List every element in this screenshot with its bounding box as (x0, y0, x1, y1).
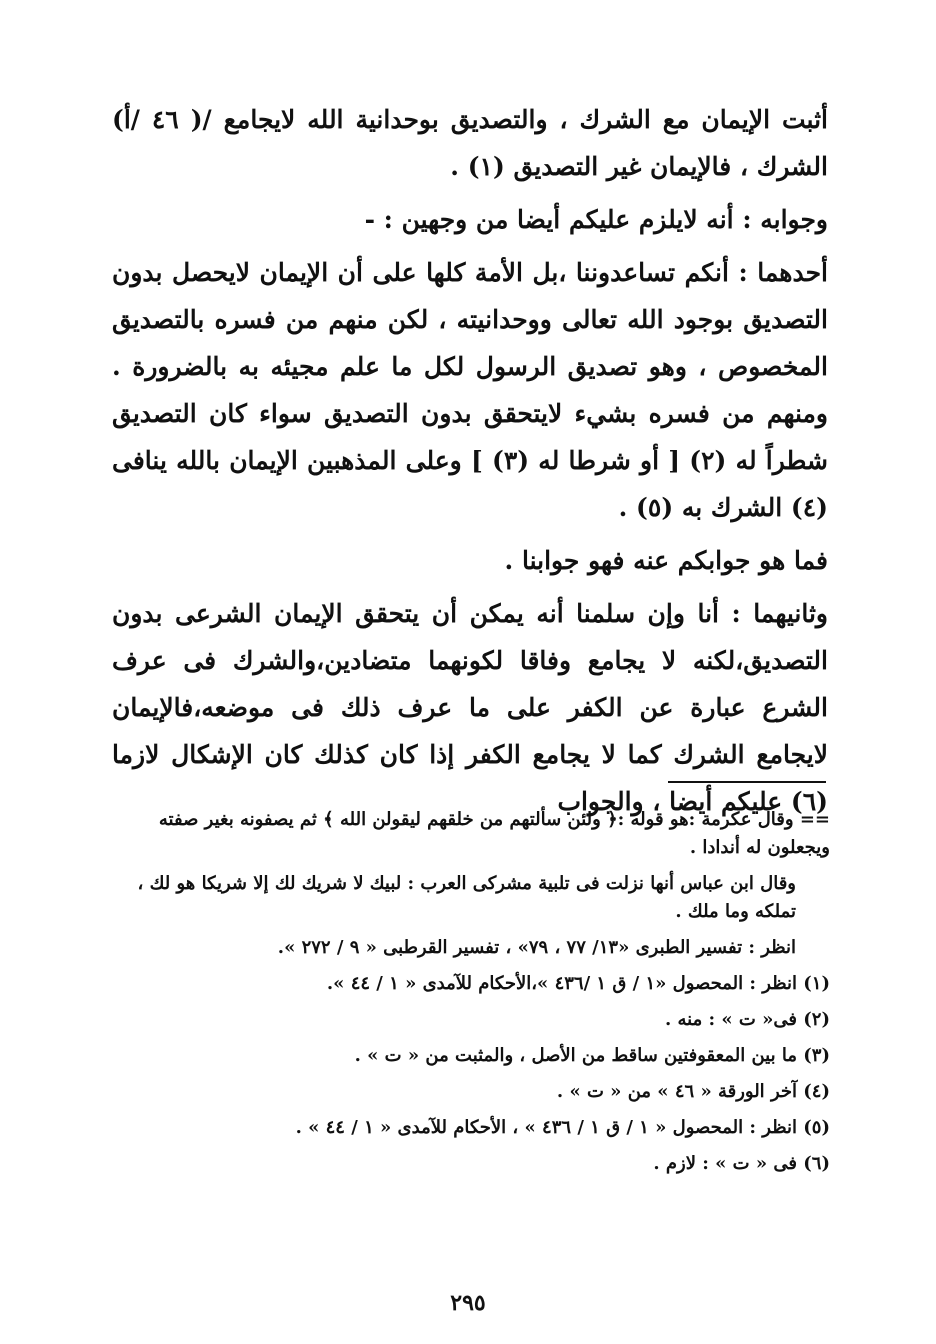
footnote-continued: انظر : تفسير الطبرى «١٣/ ٧٧ ، ٧٩» ، تفسير القرطبى « ٩ / ٢٧٢ ». (277, 937, 796, 958)
footnote-5: (٥) انظر : المحصول « ١ / ق ١ / ٤٣٦ » ، الأحكام للآمدى « ١ / ٤٤ » . (295, 1117, 830, 1138)
footnote-continued: == وقال عكرمة :هو قوله :﴿ ولئن سألتهم من خلقهم ليقولن الله ﴾ ثم يصفونه بغير صفته ويجعلون له أندادا . (158, 809, 830, 858)
paragraph-3: أحدهما : أنكم تساعدوننا ،بل الأمة كلها على أن الإيمان لايحصل بدون التصديق بوجود الله تعالى ووحدانيته ، لكن منهم من فسره بالتصديق المخصوص ، وهو تصديق الرسول لكل ما علم مجيئه به بالضرورة . ومنهم من فسره بشيء لايتحقق بدون التصديق سواء كان التصديق شطراً له (٢) [ أو شرطا له (٣) ] وعلى المذهبين الإيمان بالله ينافى (٤) الشرك به (٥) . (112, 258, 828, 522)
footnote-4: (٤) آخر الورقة « ٤٦ » من « ت » . (556, 1081, 830, 1102)
page-number: ٢٩٥ (450, 1290, 486, 1316)
footnote-2: (٢) فى« ت » : منه . (664, 1009, 830, 1030)
paragraph-5: وثانيهما : أنا وإن سلمنا أنه يمكن أن يتحقق الإيمان الشرعى بدون التصديق،لكنه لا يجامع وفاقا لكونهما متضادين،والشرك فى عرف الشرع عبارة عن الكفر على ما عرف ذلك فى موضعه،فالإيمان لايجامع الشرك كما لا يجامع الكفر إذا كان كذلك كان الإشكال لازما (٦) عليكم أيضا ، والجواب (112, 599, 828, 816)
paragraph-2: وجوابه : أنه لايلزم عليكم أيضا من وجهين : - (364, 205, 828, 234)
paragraph-1: أثبت الإيمان مع الشرك ، والتصديق بوحدانية الله لايجامع /( ٤٦ /أ) الشرك ، فالإيمان غير التصديق (١) . (112, 105, 828, 181)
footnote-continued: وقال ابن عباس أنها نزلت فى تلبية مشركى العرب : لبيك لا شريك لك إلا شريكا هو لك ، تملكه وما ملك . (137, 873, 796, 922)
footnotes (112, 806, 830, 1186)
footnote-6: (٦) فى « ت » : لازم . (653, 1153, 830, 1174)
footnote-3: (٣) ما بين المعقوفتين ساقط من الأصل ، والمثبت من « ت » . (354, 1045, 830, 1066)
footnote-divider (668, 781, 826, 783)
main-text (112, 96, 828, 825)
footnote-1: (١) انظر : المحصول «١ / ق ١ /٤٣٦ »،الأحكام للآمدى « ١ / ٤٤ ». (326, 973, 830, 994)
paragraph-4: فما هو جوابكم عنه فهو جوابنا . (504, 546, 828, 575)
